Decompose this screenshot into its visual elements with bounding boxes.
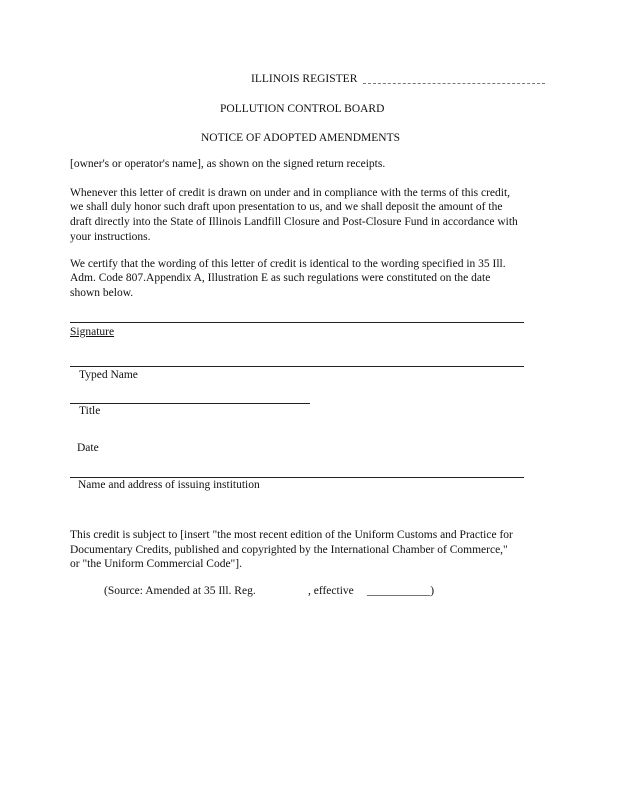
para1-line4: your instructions. — [70, 231, 151, 243]
source-effective-blank: ___________) — [367, 585, 435, 597]
owner-name-line: [owner's or operator's name], as shown on the signed return receipts. — [70, 158, 386, 170]
date-label: Date — [77, 442, 99, 454]
typed-name-label: Typed Name — [79, 369, 138, 381]
typed-name-line — [70, 366, 524, 367]
title-line — [70, 403, 310, 404]
source-effective: , effective — [308, 585, 354, 597]
notice-title: NOTICE OF ADOPTED AMENDMENTS — [201, 132, 401, 144]
para3-line1: This credit is subject to [insert "the most recent edition of the Uniform Customs and Practice for — [70, 529, 513, 541]
para2-line3: shown below. — [70, 287, 134, 299]
para1-line2: we shall duly honor such draft upon presentation to us, and we shall deposit the amount of the — [70, 201, 503, 213]
para3-line2: Documentary Credits, published and copyrighted by the International Chamber of Commerce," — [70, 544, 508, 556]
institution-label: Name and address of issuing institution — [78, 479, 260, 491]
title-label: Title — [79, 405, 101, 417]
para2-line2: Adm. Code 807.Appendix A, Illustration E as such regulations were constituted on the date — [70, 272, 491, 284]
signature-line — [70, 322, 524, 323]
signature-label: Signature — [70, 326, 115, 338]
register-title: ILLINOIS REGISTER — [251, 73, 358, 85]
para1-line3: draft directly into the State of Illinois Landfill Closure and Post-Closure Fund in accordance with — [70, 216, 518, 228]
para2-line1: We certify that the wording of this letter of credit is identical to the wording specified in 35 Ill. — [70, 258, 506, 270]
header-rule — [363, 83, 545, 84]
board-title: POLLUTION CONTROL BOARD — [220, 103, 385, 115]
source-text: (Source: Amended at 35 Ill. Reg. — [104, 585, 256, 597]
para3-line3: or "the Uniform Commercial Code"]. — [70, 558, 242, 570]
para1-line1: Whenever this letter of credit is drawn on under and in compliance with the terms of this credit, — [70, 187, 511, 199]
